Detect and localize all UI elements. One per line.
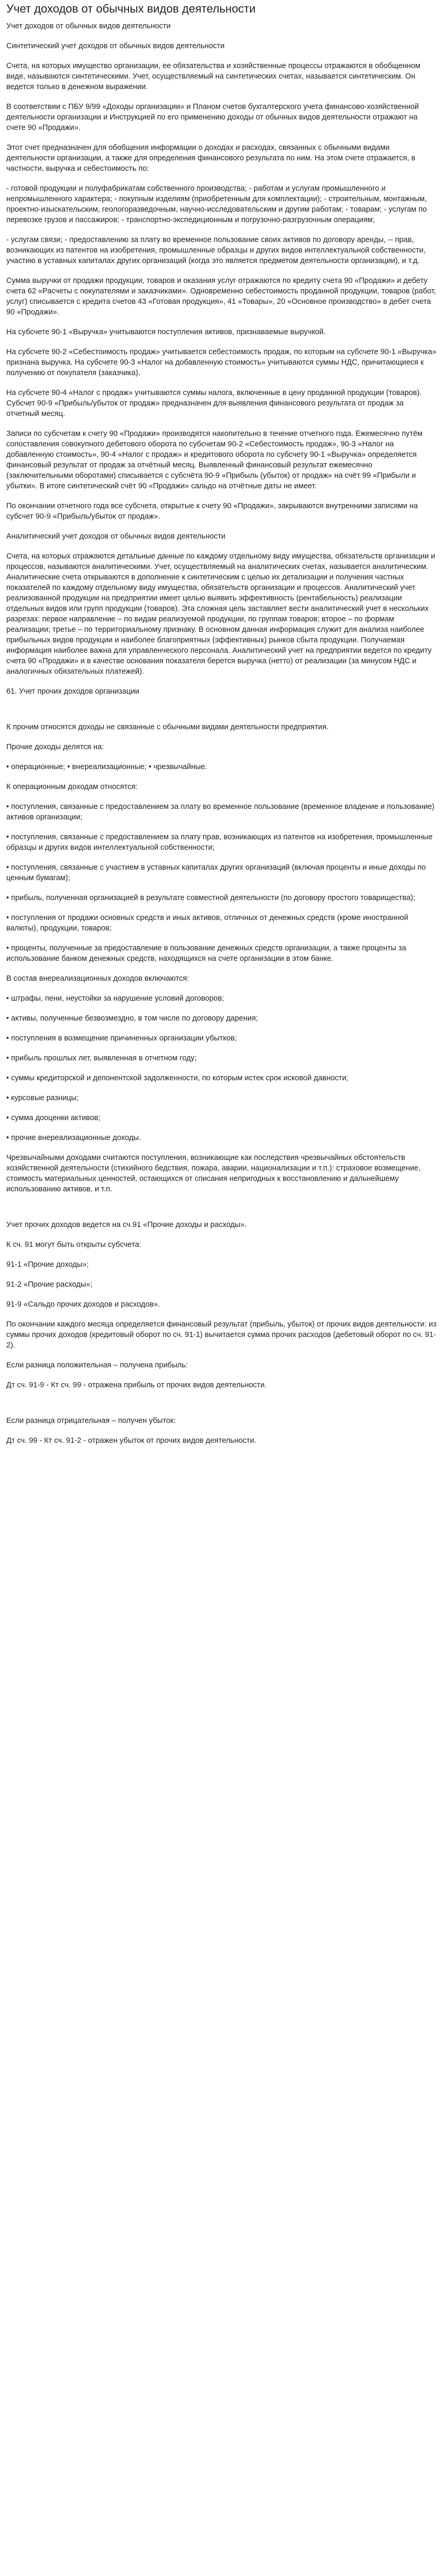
blank-gap bbox=[6, 1400, 438, 1416]
paragraph: 91-2 «Прочие расходы»; bbox=[6, 1280, 93, 1289]
paragraph: • штрафы, пени, неустойки за нарушение условий договоров; bbox=[6, 994, 224, 1003]
paragraph: Этот счет предназначен для обобщения информации о доходах и расходах, связанных с обычными видами деятельности организации, а также для определения финансового результата по ним. На этом счете отражается, в частности, выручка и себестоимость по: bbox=[6, 144, 416, 173]
paragraph: Дт сч. 91-9 - Кт сч. 99 - отражена прибыль от прочих видов деятельности. bbox=[6, 1381, 267, 1389]
paragraph: Прочие доходы делятся на: bbox=[6, 743, 104, 751]
paragraph: 91-1 «Прочие доходы»; bbox=[6, 1260, 89, 1269]
paragraph: • прочие внереализационные доходы. bbox=[6, 1134, 141, 1142]
paragraph: • активы, полученные безвозмездно, в том числе по договору дарения; bbox=[6, 1014, 258, 1023]
paragraph: - готовой продукции и полуфабрикатам собственного производства; - работам и услугам промышленного и непромышленного характера; - покупным изделиям (приобретенным для комплектации); - строительным, монтажным, проектно-изыскательским, геологоразведочным, научно-исследовательским и другим работам; - товарам; - услугам по перевозке грузов и пассажиров; - транспортно-экспедиционным и погрузочно-разгрузочным операциям; bbox=[6, 184, 427, 224]
paragraph: Сумма выручки от продажи продукции, товаров и оказания услуг отражаются по кредиту счета 90 «Продажи» и дебету счета 62 «Расчеты с покупателями и заказчиками». Одновременно себестоимость проданной продукции, товаров (работ, услуг) списывается с кредита счетов 43 «Готовая продукция», 41 «Товары», 20 «Основное производство» в дебет счета 90 «Продажи». bbox=[6, 277, 436, 316]
page-title: Учет доходов от обычных видов деятельности bbox=[6, 2, 256, 15]
paragraph: • поступления, связанные с предоставлением за плату прав, возникающих из патентов на изобретения, промышленные образцы и других видов интеллектуальной собственности; bbox=[6, 833, 433, 852]
paragraph: Синтетический учет доходов от обычных видов деятельности bbox=[6, 42, 225, 50]
paragraph: • операционные; • внереализационные; • чрезвычайные. bbox=[6, 763, 208, 771]
paragraph: В соответствии с ПБУ 9/99 «Доходы организации» и Планом счетов бухгалтерского учета финансово-хозяйственной деятельности организации и Инструкцией по его применению доходы от обычных видов деятельности отражают на счете 90 «Продажи». bbox=[6, 103, 419, 132]
paragraph: Аналитический учет доходов от обычных видов деятельности bbox=[6, 532, 226, 541]
paragraph: Если разница положительная – получена прибыль: bbox=[6, 1361, 188, 1369]
paragraph: На субсчете 90-1 «Выручка» учитываются поступления активов, признаваемые выручкой. bbox=[6, 328, 326, 336]
paragraph: • сумма дооценки активов; bbox=[6, 1114, 101, 1122]
paragraph: - услугам связи; - предоставлению за плату во временное пользование своих активов по договору аренды, -- прав, возникающих из патентов на изобретения, промышленные образцы и других видов интеллектуальной собственности, участию в уставных капиталах других организаций (когда это является предметом деятельности организации), и т.д. bbox=[6, 236, 426, 265]
paragraph: На субсчете 90-2 «Себестоимость продаж» учитывается себестоимость продаж, по которым на субсчете 90-1 «Выручка» признана выручка. На субсчете 90-3 «Налог на добавленную стоимость» учитываются суммы НДС, причитающиеся к получению от покупателя (заказчика). bbox=[6, 348, 437, 377]
paragraph: Счета, на которых отражаются детальные данные по каждому отдельному виду имущества, обязательств организации и процессов, называются аналитическими. Учет, осуществляемый на аналитических счетах, называется аналитическим. Аналитические счета открываются в дополнение к синтетическим с целью их детализации и получения частных показателей по каждому отдельному виду имущества, обязательств организации и процессов. Аналитический учет реализованной продукции на предприятии имеет целью выявить эффективность (рентабельность) реализации отдельных видов или групп продукции (товаров). Эта сложная цель заставляет вести аналитический учет в нескольких разрезах: первое направление – по видам реализуемой продукции, по группам товаров; второе – по формам реализации; третье – по территориальному признаку. В основном данная информация служит для анализа наиболее прибыльных видов продукции и наиболее благоприятных (эффективных) рынков сбыта продукции. Получаемая информация наиболее важна для управленческого персонала. Аналитический учет на предприятии ведется по кредиту счета 90 «Продажи» и в качестве основания показателя берется выручка (нетто) от реализации (за минусом НДС и аналогичных обязательных платежей). bbox=[6, 552, 436, 676]
paragraph: К сч. 91 могут быть открыты субсчета: bbox=[6, 1241, 142, 1249]
paragraph: В состав внереализационных доходов включаются: bbox=[6, 974, 189, 983]
blank-gap bbox=[6, 706, 438, 722]
article-body bbox=[6, 21, 438, 1446]
paragraph: • поступления, связанные с участием в уставных капиталах других организаций (включая проценты и иные доходы по ценным бумагам); bbox=[6, 863, 426, 882]
paragraph: Если разница отрицательная – получен убыток: bbox=[6, 1417, 176, 1425]
paragraph: Дт сч. 99 - Кт сч. 91-2 - отражен убыток от прочих видов деятельности. bbox=[6, 1437, 256, 1445]
paragraph: • поступления в возмещение причиненных организации убытков; bbox=[6, 1034, 237, 1043]
paragraph: • курсовые разницы; bbox=[6, 1094, 79, 1102]
blank-gap bbox=[6, 1204, 438, 1220]
paragraph: Счета, на которых имущество организации, ее обязательства и хозяйственные процессы отражаются в обобщенном виде, называются синтетическими. Учет, осуществляемый на синтетических счетах, называется синтетическим. Он ведется только в денежном выражении. bbox=[6, 62, 420, 91]
article bbox=[0, 2, 444, 1466]
paragraph: Чрезвычайными доходами считаются поступления, возникающие как последствия чрезвычайных обстоятельств хозяйственной деятельности (стихийного бедствия, пожара, аварии, национализации и т.п.): страховое возмещение, стоимость материальных ценностей, остающихся от списания непригодных к восстановлению и дальнейшему использованию активов, и т.п. bbox=[6, 1154, 421, 1193]
paragraph: По окончании каждого месяца определяется финансовый результат (прибыль, убыток) от прочих видов деятельности: из суммы прочих доходов (кредитовый оборот по сч. 91-1) вычитается сумма прочих расходов (дебетовый оборот по сч. 91-2). bbox=[6, 1320, 437, 1350]
paragraph: • суммы кредиторской и депонентской задолженности, по которым истек срок исковой давности; bbox=[6, 1074, 349, 1082]
paragraph: • поступления от продажи основных средств и иных активов, отличных от денежных средств (кроме иностранной валюты), продукции, товаров; bbox=[6, 914, 408, 933]
paragraph: По окончании отчетного года все субсчета, открытые к счету 90 «Продажи», закрываются внутренними записями на субсчет 90-9 «Прибыль/убыток от продаж». bbox=[6, 502, 418, 521]
paragraph: 61. Учет прочих доходов организации bbox=[6, 687, 139, 696]
paragraph: • поступления, связанные с предоставлением за плату во временное пользование (временное владение и пользование) активов организации; bbox=[6, 803, 435, 821]
paragraph: Учет доходов от обычных видов деятельности bbox=[6, 22, 171, 30]
paragraph: Записи по субсчетам к счету 90 «Продажи» производятся накопительно в течение отчетного года. Ежемесячно путём сопоставления совокупного дебетового оборота по субсчетам 90-2 «Себестоимость продаж», 90-3 «Налог на добавленную стоимость», 90-4 «Налог с продаж» и кредитового оборота по субсчету 90-1 «Выручка» определяется финансовый результат от продаж за отчётный месяц. Выявленный финансовый результат ежемесячно (заключительными оборотами) списывается с субсчёта 90-9 «Прибыль (убыток) от продаж» на счёт 99 «Прибыли и убытки». В итоге синтетический счёт 90 «Продажи» сальдо на отчётные даты не имеет. bbox=[6, 430, 423, 490]
paragraph: 91-9 «Сальдо прочих доходов и расходов». bbox=[6, 1300, 160, 1309]
paragraph: К прочим относятся доходы не связанные с обычными видами деятельности предприятия. bbox=[6, 723, 329, 731]
paragraph: • прибыль прошлых лет, выявленная в отчетном году; bbox=[6, 1054, 197, 1062]
paragraph: К операционным доходам относятся: bbox=[6, 783, 138, 791]
paragraph: Учет прочих доходов ведется на сч.91 «Прочие доходы и расходы». bbox=[6, 1221, 247, 1229]
paragraph: • прибыль, полученная организацией в результате совместной деятельности (по договору простого товарищества); bbox=[6, 894, 416, 902]
paragraph: На субсчете 90-4 «Налог с продаж» учитываются суммы налога, включенные в цену проданной продукции (товаров). Субсчет 90-9 «Прибыль/убыток от продаж» предназначен для выявления финансового результата от продаж за отчетный месяц. bbox=[6, 389, 422, 418]
paragraph: • проценты, полученные за предоставление в пользование денежных средств организации, а также проценты за использование банком денежных средств, находящихся на счете организации в этом банке. bbox=[6, 944, 406, 963]
